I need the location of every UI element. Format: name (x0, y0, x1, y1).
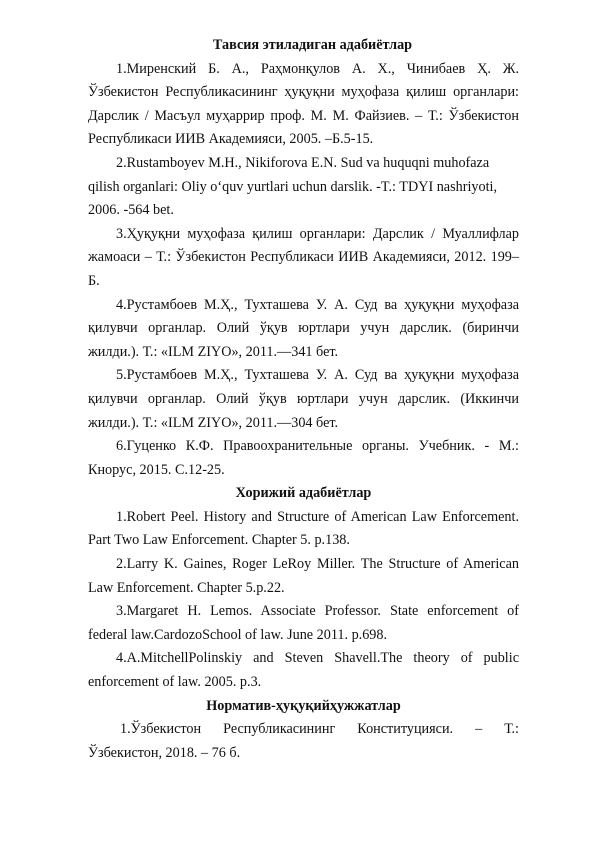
reference-item: 3.Ҳуқуқни муҳофаза қилиш органлари: Дарслик / Муаллифлар жамоаси – Т.: Ўзбекистон Республикаси ИИВ Академияси, 2012. 199–Б. (88, 225, 519, 289)
reference-item: 1.Миренский Б. А., Раҳмонқулов А. Х., Чинибаев Ҳ. Ж. Ўзбекистон Республикасининг ҳуқуқни муҳофаза қилиш органлари: Дарслик / Масъул муҳаррир проф. М. М. Файзиев. – Т.: Ўзбекистон Республикаси ИИВ Академияси, 2005. –Б.5-15. (88, 60, 519, 148)
section-heading-recommended: Тавсия этиладиган адабиётлар (212, 37, 413, 53)
reference-item: 5.Рустамбоев М.Ҳ., Тухташева У. А. Суд ва ҳуқуқни муҳофаза қилувчи органлар. Олий ўқув юртлари учун дарслик. (Иккинчи жилди.). Т.: «ILM ZIYO», 2011.—304 бет. (88, 367, 519, 431)
reference-item: 4.Рустамбоев М.Ҳ., Тухташева У. А. Суд ва ҳуқуқни муҳофаза қилувчи органлар. Олий ўқув юртлари учун дарслик. (биринчи жилди.). Т.: «ILM ZIYO», 2011.—341 бет. (88, 296, 519, 360)
reference-item: 4.A.MitchellPolinskiy and Steven Shavell.The theory of public enforcement of law. 2005. p.3. (88, 650, 519, 691)
reference-item: 2.Larry K. Gaines, Roger LeRoy Miller. The Structure of American Law Enforcement. Chapter 5.p.22. (88, 556, 519, 596)
reference-item: 2.Rustamboyev M.H., Nikiforova E.N. Sud va huquqni muhofaza qilish organlari: Oliy o‘quv yurtlari uchun darslik. -T.: TDYI nashriyoti, 2006. -564 bet. (88, 154, 498, 219)
section-heading-normative: Норматив-ҳуқуқийҳужжатлар (206, 697, 401, 714)
bibliography-page (88, 34, 519, 765)
reference-item: 1.Robert Peel. History and Structure of American Law Enforcement. Part Two Law Enforcement. Chapter 5. p.138. (88, 508, 519, 549)
reference-item: 3.Margaret H. Lemos. Associate Professor. State enforcement of federal law.CardozoSchool of law. June 2011. p.698. (88, 603, 519, 643)
reference-item: 6.Гуценко К.Ф. Правоохранительные органы. Учебник. - М.: Кнорус, 2015. С.12-25. (88, 438, 519, 478)
section-heading-foreign: Хорижий адабиётлар (235, 485, 372, 502)
reference-item: 1.Ўзбекистон Республикасининг Конституцияси. – Т.: Ўзбекистон, 2018. – 76 б. (88, 721, 519, 761)
